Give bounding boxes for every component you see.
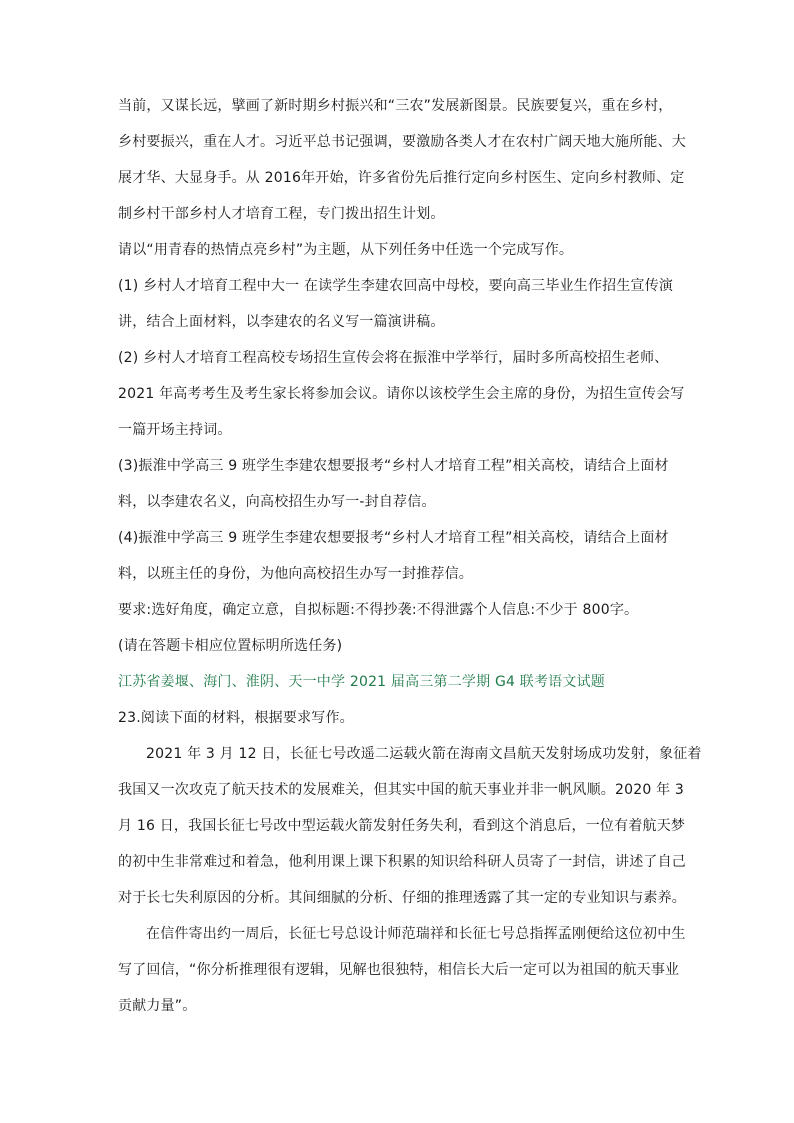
- material-line: 在信件寄出约一周后，长征七号总设计师范瑞祥和长征七号总指挥孟刚便给这位初中生: [146, 926, 686, 942]
- task-3-line: (3)振淮中学高三 9 班学生李建农想要报考“乡村人才培育工程”相关高校，请结合上面材: [118, 458, 669, 474]
- material-line: 写了回信，“你分析推理很有逻辑，见解也很独特，相信长大后一定可以为祖国的航天事业: [118, 962, 680, 978]
- task-4-line: (4)振淮中学高三 9 班学生李建农想要报考“乡村人才培育工程”相关高校，请结合上面材: [118, 530, 669, 546]
- material-line: 月 16 日，我国长征七号改中型运载火箭发射任务失利，看到这个消息后，一位有着航天梦: [118, 818, 686, 834]
- exam-source-heading: 江苏省姜堰、海门、淮阴、天一中学 2021 届高三第二学期 G4 联考语文试题: [118, 674, 605, 690]
- prompt-line: 请以“用青春的热情点亮乡村”为主题，从下列任务中任选一个完成写作。: [118, 242, 574, 258]
- text-line: 展才华、大显身手。从 2016年开始，许多省份先后推行定向乡村医生、定向乡村教师、定: [118, 170, 685, 186]
- text-line: 当前，又谋长远，擘画了新时期乡村振兴和“三农”发展新图景。民族要复兴，重在乡村，: [118, 98, 673, 114]
- task-2-line: 2021 年高考考生及考生家长将参加会议。请你以该校学生会主席的身份，为招生宣传会写: [118, 386, 685, 402]
- requirements-line: 要求:选好角度，确定立意，自拟标题:不得抄袭:不得泄露个人信息:不少于 800字。: [118, 602, 639, 618]
- material-line: 2021 年 3 月 12 日，长征七号改遥二运载火箭在海南文昌航天发射场成功发射，象征着: [146, 746, 702, 762]
- task-2-line: (2) 乡村人才培育工程高校专场招生宣传会将在振淮中学举行，届时多所高校招生老师、: [118, 350, 669, 366]
- question-heading: 23.阅读下面的材料，根据要求写作。: [118, 710, 354, 726]
- text-line: 乡村要振兴，重在人才。习近平总书记强调，要激励各类人才在农村广阔天地大施所能、大: [118, 134, 686, 150]
- task-3-line: 料，以李建农名义，向高校招生办写一-封自荐信。: [118, 494, 436, 510]
- task-2-line: 一篇开场主持词。: [118, 422, 232, 438]
- material-line: 贡献力量”。: [118, 998, 197, 1014]
- material-line: 我国又一次攻克了航天技术的发展难关，但其实中国的航天事业并非一帆风顺。2020 年 3: [118, 782, 685, 798]
- note-line: (请在答题卡相应位置标明所选任务): [118, 638, 343, 654]
- task-4-line: 料，以班主任的身份，为他向高校招生办写一封推荐信。: [118, 566, 473, 582]
- material-line: 的初中生非常难过和着急，他利用课上课下积累的知识给科研人员寄了一封信，讲述了自己: [118, 854, 686, 870]
- text-line: 制乡村干部乡村人才培育工程，专门拨出招生计划。: [118, 206, 445, 222]
- task-1-line: 讲，结合上面材料，以李建农的名义写一篇演讲稿。: [118, 314, 445, 330]
- material-line: 对于长七失利原因的分析。其间细腻的分析、仔细的推理透露了其一定的专业知识与素养。: [118, 890, 686, 906]
- task-1-line: (1) 乡村人才培育工程中大一 在读学生李建农回高中母校，要向高三毕业生作招生宣传演: [118, 278, 674, 294]
